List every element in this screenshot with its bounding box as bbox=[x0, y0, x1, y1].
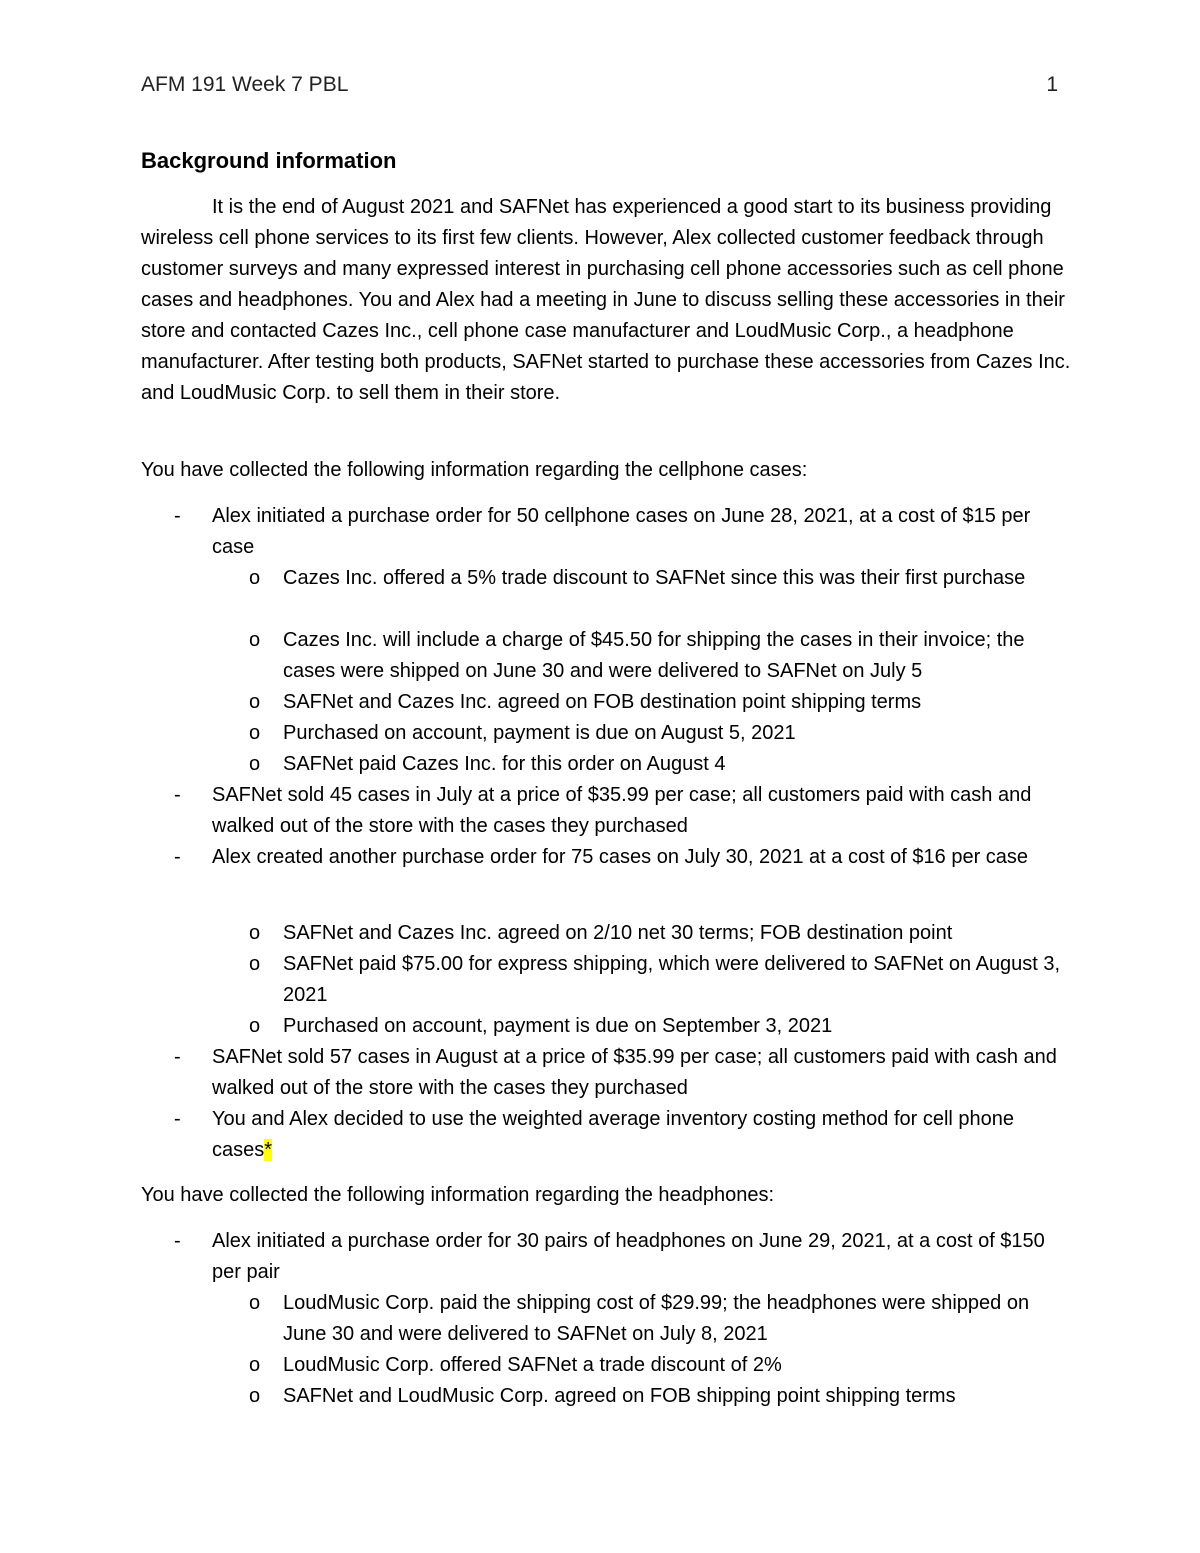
sub-bullet-marker: o bbox=[249, 1015, 261, 1037]
sub-bullet-marker: o bbox=[249, 691, 261, 713]
sub-bullet-marker: o bbox=[249, 567, 261, 589]
case-item: Alex initiated a purchase order for 50 cellphone cases on June 28, 2021, at a cost of $15 per case bbox=[212, 505, 1031, 558]
highlighted-asterisk: * bbox=[264, 1139, 273, 1161]
dash-marker: - bbox=[174, 1230, 181, 1252]
case-item: SAFNet sold 45 cases in July at a price of $35.99 per case; all customers paid with cash and walked out of the store with the cases they purchased bbox=[212, 784, 1032, 837]
case-subitem: Cazes Inc. offered a 5% trade discount to SAFNet since this was their first purchase bbox=[283, 567, 1026, 589]
case-item: SAFNet sold 57 cases in August at a price of $35.99 per case; all customers paid with cash and walked out of the store with the cases they purchased bbox=[212, 1046, 1057, 1099]
case-subitem: SAFNet paid $75.00 for express shipping, which were delivered to SAFNet on August 3, 2021 bbox=[283, 953, 1061, 1006]
case-item: Alex created another purchase order for 75 cases on July 30, 2021 at a cost of $16 per case bbox=[212, 846, 1029, 868]
intro-paragraph: It is the end of August 2021 and SAFNet has experienced a good start to its business providing wireless cell phone services to its first few clients. However, Alex collected customer feedback through customer surveys and many expressed interest in purchasing cell phone accessories such as cell phone cases and headphones. You and Alex had a meeting in June to discuss selling these accessories in their store and contacted Cazes Inc., cell phone case manufacturer and LoudMusic Corp., a headphone manufacturer. After testing both products, SAFNet started to purchase these accessories from Cazes Inc. and LoudMusic Corp. to sell them in their store. bbox=[141, 196, 1071, 404]
header-title: AFM 191 Week 7 PBL bbox=[141, 73, 349, 96]
sub-bullet-marker: o bbox=[249, 1385, 261, 1407]
sub-bullet-marker: o bbox=[249, 1354, 261, 1376]
cases-intro: You have collected the following information regarding the cellphone cases: bbox=[141, 459, 808, 481]
dash-marker: - bbox=[174, 1046, 181, 1068]
headphones-subitem: LoudMusic Corp. paid the shipping cost of $29.99; the headphones were shipped on June 30 and were delivered to SAFNet on July 8, 2021 bbox=[283, 1292, 1030, 1345]
case-item bbox=[212, 1104, 1072, 1166]
sub-bullet-marker: o bbox=[249, 953, 261, 975]
case-subitem: SAFNet paid Cazes Inc. for this order on August 4 bbox=[283, 753, 726, 775]
headphones-subitem: SAFNet and LoudMusic Corp. agreed on FOB shipping point shipping terms bbox=[283, 1385, 956, 1407]
sub-bullet-marker: o bbox=[249, 922, 261, 944]
sub-bullet-marker: o bbox=[249, 629, 261, 651]
dash-marker: - bbox=[174, 784, 181, 806]
sub-bullet-marker: o bbox=[249, 753, 261, 775]
case-subitem: SAFNet and Cazes Inc. agreed on 2/10 net 30 terms; FOB destination point bbox=[283, 922, 953, 944]
sub-bullet-marker: o bbox=[249, 1292, 261, 1314]
sub-bullet-marker: o bbox=[249, 722, 261, 744]
dash-marker: - bbox=[174, 505, 181, 527]
case-item-text: You and Alex decided to use the weighted average inventory costing method for cell phone cases bbox=[212, 1108, 1015, 1161]
page-number: 1 bbox=[1046, 73, 1058, 96]
dash-marker: - bbox=[174, 846, 181, 868]
headphones-item: Alex initiated a purchase order for 30 pairs of headphones on June 29, 2021, at a cost of $150 per pair bbox=[212, 1230, 1045, 1283]
headphones-intro: You have collected the following information regarding the headphones: bbox=[141, 1184, 775, 1206]
dash-marker: - bbox=[174, 1108, 181, 1130]
section-heading: Background information bbox=[141, 148, 397, 173]
case-subitem: Purchased on account, payment is due on August 5, 2021 bbox=[283, 722, 796, 744]
case-subitem: Cazes Inc. will include a charge of $45.50 for shipping the cases in their invoice; the cases were shipped on June 30 and were delivered to SAFNet on July 5 bbox=[283, 629, 1025, 682]
headphones-subitem: LoudMusic Corp. offered SAFNet a trade discount of 2% bbox=[283, 1354, 782, 1376]
case-subitem: SAFNet and Cazes Inc. agreed on FOB destination point shipping terms bbox=[283, 691, 922, 713]
case-subitem: Purchased on account, payment is due on September 3, 2021 bbox=[283, 1015, 833, 1037]
